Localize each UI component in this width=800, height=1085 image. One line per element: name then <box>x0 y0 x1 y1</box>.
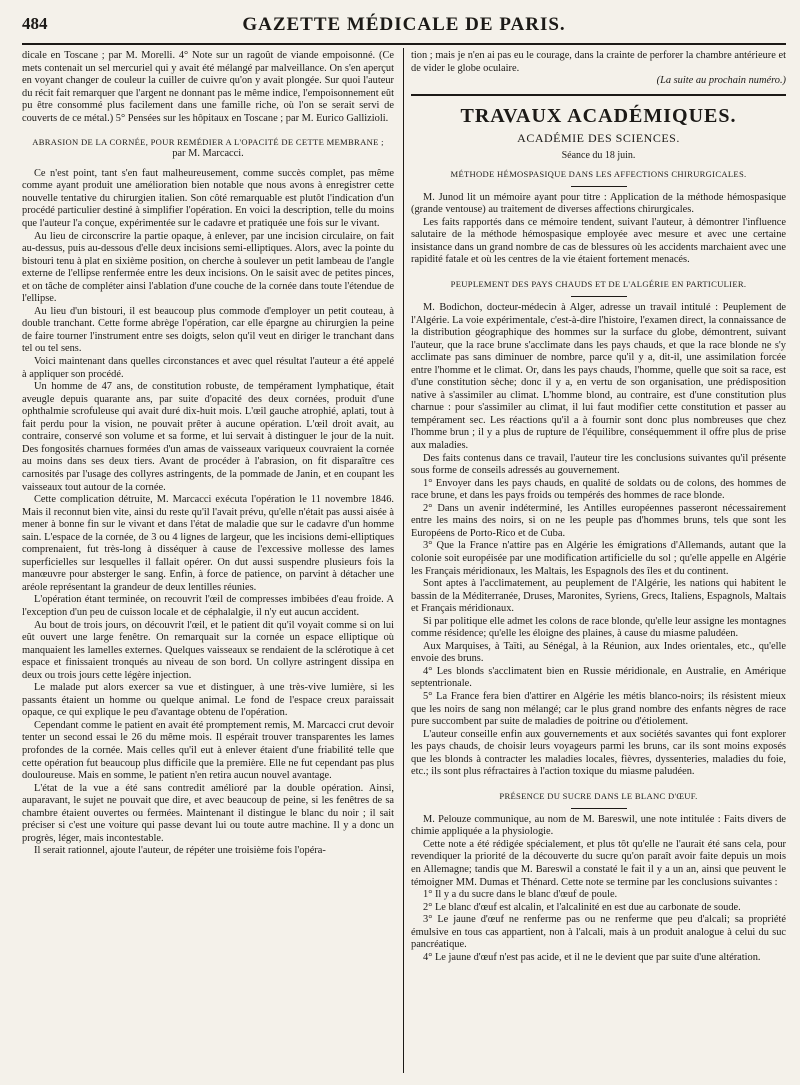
paragraph: Un homme de 47 ans, de constitution robuste, de tempérament lymphatique, était aveugle depuis quarante ans, par suite d'opacité des deux cornées, produit d'une ophthalmie scrofuleuse qui avait duré dix-huit mois. L'œil gauche atrophié, aplati, tout à fait perdu pour la vision, ne pouvait prêter à aucune opération. L'œil droit avait, au contraire, conservé son volume et sa forme, et lui servait à distinguer le jour de la nuit. Des fongosités charnues formées d'un amas de vaisseaux variqueux couvraient la cornée au moins dans ses deux tiers. Avant de procéder à l'abrasion, on fit disparaître ces carnosités par l'usage des collyres astringents, de la pommade de Janin, et en coupant les vaisseaux tout autour de la cornée. <box>22 381 394 493</box>
paragraph: Le malade put alors exercer sa vue et distinguer, à une très-vive lumière, si les passants étaient un homme ou quelque animal. Le fond de l'espace creux paraissait opaque, ce qui explique le peu d'avantage obtenu de l'opération. <box>22 682 394 719</box>
paragraph: 3° Que la France n'attire pas en Algérie les émigrations d'Allemands, autant que la colonie soit européisée par une modification artificielle du sol ; qu'elle appelle en Algérie les Français méridionaux, les Maltais, les Espagnols des îles et du continent. <box>411 540 786 577</box>
paragraph: 5° La France fera bien d'attirer en Algérie les métis blanco-noirs; ils résistent mieux que les noirs de sang non mélangé; car le plus grand nombre des enfants nègres de race pure succombent par suite de maladies de poitrine ou d'étiolement. <box>411 690 786 728</box>
subsection-heading: PRÉSENCE DU SUCRE DANS LE BLANC D'ŒUF. <box>499 790 698 801</box>
left-column <box>22 50 394 1073</box>
divider <box>571 808 627 809</box>
paragraph: 3° Le jaune d'œuf ne renferme pas ou ne renferme que peu d'alcali; sa propriété émulsive en tous cas appartient, non à l'alcali, mais à un produit analogue à celui du suc pancréatique. <box>411 914 786 951</box>
right-column <box>411 50 786 1073</box>
continuation-note: (La suite au prochain numéro.) <box>656 75 786 87</box>
paragraph: Au lieu de circonscrire la partie opaque, à enlever, par une incision circulaire, on fait au-dessus, puis au-dessous d'elle deux incisions semi-elliptiques. Alors, avec la pointe du bistouri tenu à plat en sixième position, on cherche à soulever un petit lambeau de l'angle externe de l'ellipse renfermée entre les deux incisions. On le saisit avec de petites pinces, et on tâche de compléter ainsi l'ablation d'une couche de la cornée dans toute l'étendue de l'ellipse. <box>22 230 394 305</box>
paragraph: 2° Dans un avenir indéterminé, les Antilles européennes passeront nécessairement entre les mains des noirs, si on ne les peuple pas d'hommes bruns, tels que sont les Européens de Porto-Rico et de Cuba. <box>411 502 786 539</box>
paragraph: 1° Il y a du sucre dans le blanc d'œuf de poule. <box>423 889 618 901</box>
subsection-heading: PEUPLEMENT DES PAYS CHAUDS ET DE L'ALGÉRIE EN PARTICULIER. <box>450 279 747 290</box>
paragraph: 4° Les blonds s'acclimatent bien en Russie méridionale, en Australie, en Amérique septentrionale. <box>411 665 786 690</box>
paragraph: Au bout de trois jours, on découvrit l'œil, et le patient dit qu'il voyait comme si on lui eût ouvert une large fenêtre. On remarquait sur la cornée un espace elliptique où manquaient les lamelles externes. Quelques vaisseaux se rendaient de la sclérotique à cet espace et finissaient tronqués au niveau de son bord. Un collyre astringent dissipa en deux ou trois jours cette légère injection. <box>22 619 394 681</box>
page-header <box>22 14 786 40</box>
paragraph: Cette note a été rédigée spécialement, et plus tôt qu'elle ne l'aurait été sans cela, pour revendiquer la priorité de la découverte du sucre qu'on paraît avoir faite depuis un mois en Allemagne; tandis que M. Bareswil a constaté le fait il y a un an, ainsi que peuvent le témoigner MM. Dumas et Thénard. Cette note se termine par les conclusions suivantes : <box>411 838 786 888</box>
paragraph: L'état de la vue a été sans contredit amélioré par la double opération. Ainsi, auparavant, le sujet ne pouvait que dire, et avec beaucoup de peine, si les fenêtres de sa chambre étaient ouvertes ou fermées. Maintenant il distingue le blanc du noir ; il sait préciser si c'est une voiture qui passe devant lui ou toute autre machine. Il y a donc un progrès, léger, mais incontestable. <box>22 782 394 844</box>
page-number: 484 <box>22 14 48 33</box>
divider <box>571 296 627 297</box>
paragraph: Cependant comme le patient en avait été promptement remis, M. Marcacci crut devoir tenter un second essai le 26 du même mois. Il espérait trouver transparentes les lames profondes de la cornée. Mais celles qu'il eut à enlever étaient d'une friabilité telle que cette opération fut beaucoup plus difficile que la première. Elle ne fut cependant pas plus douloureuse. Mais en somme, le patient n'en retira aucun nouvel avantage. <box>22 719 394 782</box>
academy-title: ACADÉMIE DES SCIENCES. <box>517 130 680 145</box>
paragraph: Ce n'est point, tant s'en faut malheureusement, comme succès complet, pas même comme ayant produit une amélioration bien notable que nous avons à enregistrer cette nouvelle tentative du chirurgien italien. Son côté remarquable est plutôt l'indication d'un procédé particulier destiné à simplifier l'opération. En voici la description, telle du moins que l'auteur l'a conçue, expérimentée sur le cadavre et pratiquée une fois sur le vivant. <box>22 167 394 230</box>
paragraph: M. Bodichon, docteur-médecin à Alger, adresse un travail intitulé : Peuplement de l'Algérie. La voie expérimentale, c'est-à-dire l'histoire, l'examen direct, la connaissance de la distribution géographique des hommes sur la surface du globe, démontrent, suivant l'auteur, que la race brune s'acclimate dans les pays chauds, et que la race blonde ne s'y acclimate pas sans diminuer de nombre, parce qu'il y a, dit-il, une assimilation forcée entre l'homme et le climat. Or, dans les pays chauds, l'homme, quelle que soit sa race, est d'une constitution sèche; donc il y a, en vertu de son organisation, une prédisposition native à s'assimiler au climat. L'homme blond, au contraire, est d'une constitution plus charnue : pour s'assimiler au climat, il lui faut modifier cette constitution et passer au tempérament sec. Les réactions qu'il a à fournir sont donc plus nombreuses que chez l'homme brun ; il y a plus de rupture de l'équilibre, conséquemment il offre plus de prise aux maladies. <box>411 302 786 452</box>
column-divider <box>403 48 404 1073</box>
paragraph: L'opération étant terminée, on recouvrit l'œil de compresses imbibées d'eau froide. A l'exception d'un peu de cuisson locale et de céphalalgie, il n'y eut aucun accident. <box>22 594 394 618</box>
paragraph: Si par politique elle admet les colons de race blonde, qu'elle leur assigne les montagnes comme résidence; qu'elle les éloigne des plaines, à cause du miasme paludéen. <box>411 615 786 640</box>
session-date: Séance du 18 juin. <box>561 150 636 162</box>
paragraph: M. Pelouze communique, au nom de M. Bareswil, une note intitulée : Faits divers de chimie appliquée a la physiologie. <box>411 813 786 838</box>
paragraph: L'auteur conseille enfin aux gouvernements et aux sociétés savantes qui font explorer les pays chauds, de choisir leurs voyageurs parmi les bruns, car ils sont moins exposés que les blonds à contracter les maladies locales, fièvres, dyssenteries, maladies du foie, etc.; ils sont plus réfractaires à l'action toxique du miasme paludéen. <box>411 728 786 778</box>
article-heading: ABRASION DE LA CORNÉE, POUR REMÉDIER A L'OPACITÉ DE CETTE MEMBRANE ; <box>32 137 384 148</box>
paragraph: Les faits rapportés dans ce mémoire tendent, suivant l'auteur, à démontrer l'influence salutaire de la méthode hémospasique employée avec mesure et avec une certaine insistance dans un grand nombre de cas de blessures où les accidents marchaient avec une rapidité fatale et où les centres de la vie étaient fortement menacés. <box>411 216 786 266</box>
paragraph: M. Junod lit un mémoire ayant pour titre : Application de la méthode hémospasique (grande ventouse) au traitement de diverses affections chirurgicales. <box>411 191 786 216</box>
paragraph: tion ; mais je n'en ai pas eu le courage, dans la crainte de perforer la chambre antérieure et de vider le globe oculaire. <box>411 50 786 74</box>
subsection-heading: MÉTHODE HÉMOSPASIQUE DANS LES AFFECTIONS CHIRURGICALES. <box>450 168 747 179</box>
header-rule <box>22 43 786 45</box>
paragraph: Il serait rationnel, ajoute l'auteur, de répéter une troisième fois l'opéra- <box>34 845 326 857</box>
paragraph: Cette complication détruite, M. Marcacci exécuta l'opération le 11 novembre 1846. Mais il reconnut bien vite, ainsi du reste qu'il l'avait prévu, qu'elle n'était pas aussi aisée à mener à bonne fin sur le vivant et dans l'état de maladie que sur le cadavre d'un homme sain. L'espace de la cornée, de 3 ou 4 lignes de largeur, que les incisions demi-elliptiques comprenaient, fut très-long à disséquer à cause de l'excessive mollesse des lames superficielles sur lesquelles il fallait opérer. On dut aussi suspendre plusieurs fois la manœuvre pour absterger le sang. Enfin, à force de patience, on parvint à détacher une aréole représentant la grandeur de deux lentilles réunies. <box>22 494 394 593</box>
paragraph: Sont aptes à l'acclimatement, au peuplement de l'Algérie, les nations qui habitent le bassin de la Méditerranée, Druses, Maronites, Syriens, Grecs, Italiens, Espagnols, Maltais et Français méridionaux. <box>411 578 786 615</box>
paragraph: 1° Envoyer dans les pays chauds, en qualité de soldats ou de colons, des hommes de race brune, et dans les pays froids ou tempérés des hommes de race blonde. <box>411 477 786 502</box>
section-title: TRAVAUX ACADÉMIQUES. <box>460 104 737 127</box>
paragraph: dicale en Toscane ; par M. Morelli. 4° Note sur un ragoût de viande empoisonné. (Ce mets contenait un sel mercuriel qui y avait été mélangé par malveillance. On s'en aperçut en voyant changer de couleur la cuiller de cuivre qu'on y avait plongée. Sur quoi l'auteur du récit fait remarquer que l'argent ne donnant pas le même indice, l'empoisonnement eût pu être consommé plus facilement dans une famille riche, où l'on se serait servi de couverts de ce métal.) 5° Pensées sur les hôpitaux en Toscane ; par M. Eurico Gallizioli. <box>22 50 394 124</box>
paragraph: Aux Marquises, à Taïti, au Sénégal, à la Réunion, aux Indes orientales, etc., qu'elle envoie des bruns. <box>411 640 786 665</box>
paragraph: Voici maintenant dans quelles circonstances et avec quel résultat l'auteur a été appelé à appliquer son procédé. <box>22 356 394 380</box>
divider <box>571 186 627 187</box>
paragraph: 2° Le blanc d'œuf est alcalin, et l'alcalinité en est due au carbonate de soude. <box>423 901 741 913</box>
paragraph: Au lieu d'un bistouri, il est beaucoup plus commode d'employer un petit couteau, à double tranchant. Cette forme abrège l'opération, car elle épargne au chirurgien la peine de faire tourner l'instrument entre ses doigts, selon qu'il veut en diriger le tranchant dans tel ou tel sens. <box>22 305 394 355</box>
paragraph: Des faits contenus dans ce travail, l'auteur tire les conclusions suivantes qu'il présente sous forme de conseils adressés au gouvernement. <box>411 452 786 477</box>
article-author: par M. Marcacci. <box>172 148 244 160</box>
paragraph: 4° Le jaune d'œuf n'est pas acide, et il ne le devient que par suite d'une altération. <box>423 951 761 963</box>
section-rule <box>411 94 786 96</box>
journal-title: GAZETTE MÉDICALE DE PARIS. <box>242 14 566 35</box>
